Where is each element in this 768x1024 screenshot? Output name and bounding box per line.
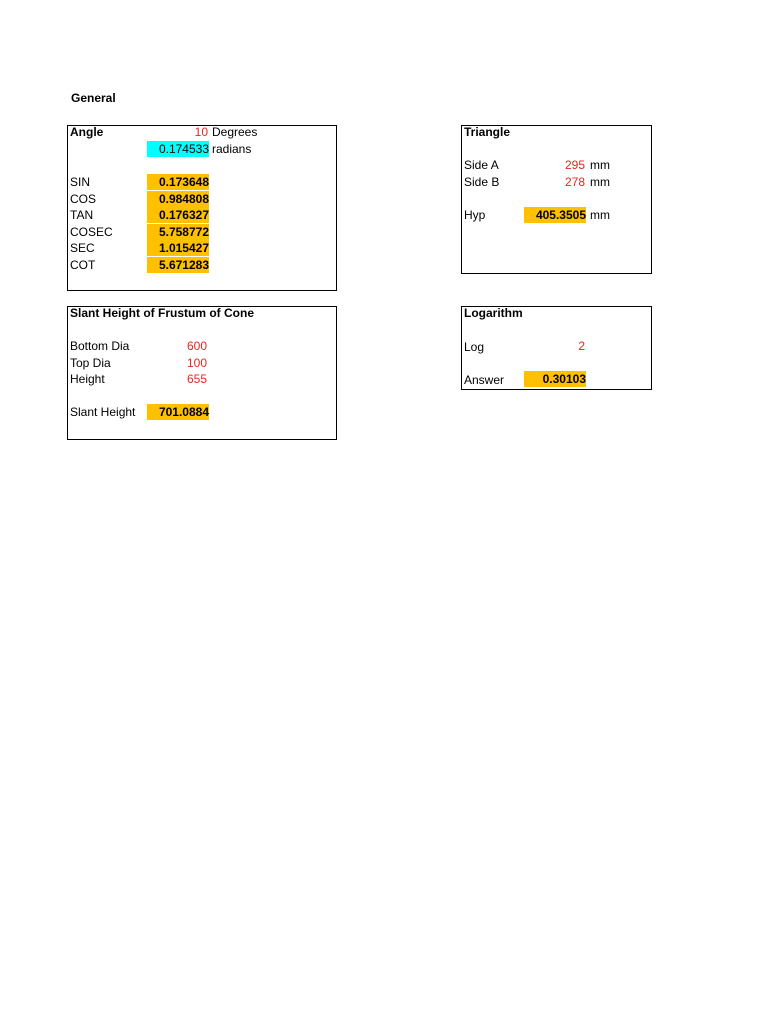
angle-box (67, 125, 337, 291)
answer-value: 0.30103 (524, 371, 586, 387)
radians-unit: radians (212, 142, 252, 156)
height-label: Height (70, 372, 105, 386)
cot-value: 5.671283 (147, 257, 209, 273)
logarithm-title: Logarithm (464, 306, 523, 320)
top-dia-input[interactable]: 100 (186, 356, 207, 370)
hyp-unit: mm (590, 208, 610, 222)
slant-height-label: Slant Height (70, 405, 136, 419)
sec-value: 1.015427 (147, 240, 209, 256)
angle-title: Angle (70, 125, 104, 139)
radians-value: 0.174533 (147, 141, 209, 157)
triangle-title: Triangle (464, 125, 511, 139)
sin-value: 0.173648 (147, 174, 209, 190)
section-heading: General (71, 91, 116, 105)
hyp-label: Hyp (464, 208, 486, 222)
frustum-box (67, 306, 337, 440)
bottom-dia-input[interactable]: 600 (186, 339, 207, 353)
triangle-box (461, 125, 652, 274)
tan-label: TAN (70, 208, 94, 222)
side-a-unit: mm (590, 158, 610, 172)
side-a-label: Side A (464, 158, 499, 172)
degrees-input[interactable]: 10 (194, 125, 208, 139)
tan-value: 0.176327 (147, 207, 209, 223)
side-b-unit: mm (590, 175, 610, 189)
logarithm-box (461, 306, 652, 390)
side-b-label: Side B (464, 175, 500, 189)
slant-height-value: 701.0884 (147, 404, 209, 420)
answer-label: Answer (464, 373, 505, 387)
cot-label: COT (70, 258, 96, 272)
log-label: Log (464, 340, 485, 354)
sec-label: SEC (70, 241, 95, 255)
cosec-label: COSEC (70, 225, 113, 239)
side-b-input[interactable]: 278 (564, 175, 585, 189)
cosec-value: 5.758772 (147, 224, 209, 240)
cos-label: COS (70, 192, 97, 206)
degrees-unit: Degrees (212, 125, 258, 139)
cos-value: 0.984808 (147, 191, 209, 207)
side-a-input[interactable]: 295 (564, 158, 585, 172)
height-input[interactable]: 655 (186, 372, 207, 386)
top-dia-label: Top Dia (70, 356, 111, 370)
log-input[interactable]: 2 (578, 339, 585, 353)
hyp-value: 405.3505 (524, 207, 586, 223)
sin-label: SIN (70, 175, 91, 189)
bottom-dia-label: Bottom Dia (70, 339, 130, 353)
frustum-title: Slant Height of Frustum of Cone (70, 306, 254, 320)
